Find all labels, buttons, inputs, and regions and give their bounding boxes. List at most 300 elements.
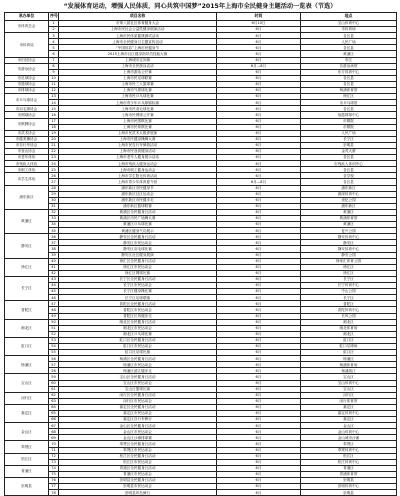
cell-org: 金山区: [5, 423, 49, 441]
cell-no: 77: [49, 484, 59, 490]
cell-time: 6月: [217, 447, 301, 453]
cell-name: 青浦区市民运动会: [59, 471, 217, 477]
cell-org: 市登山协会: [5, 148, 49, 154]
cell-time: 6月: [217, 130, 301, 136]
cell-name: 杨浦区全民健身日活动: [59, 356, 217, 362]
cell-name: 虹口区足球比赛: [59, 350, 217, 356]
cell-place: 金山体育中心: [301, 429, 397, 435]
cell-name: 长宁区全民健身日活动: [59, 276, 217, 282]
cell-time: 6月: [217, 203, 301, 209]
cell-name: 虹口区全民健身日活动: [59, 337, 217, 343]
cell-time: 6月: [217, 453, 301, 459]
cell-no: 3: [49, 33, 59, 39]
cell-place: 虹口区: [301, 337, 397, 343]
cell-name: 上海市民网球公开赛: [59, 112, 217, 118]
cell-place: 嘉定体育中心: [301, 411, 397, 417]
cell-name: 嘉定区市民运动会: [59, 411, 217, 417]
cell-no: 27: [49, 179, 59, 185]
cell-time: 6月: [217, 246, 301, 252]
cell-name: 嘉定区全民健身日活动: [59, 404, 217, 410]
cell-name: 奉贤区全民健身日活动: [59, 441, 217, 447]
cell-place: 各学校: [301, 173, 397, 179]
cell-no: 31: [49, 203, 59, 209]
cell-place: 徐汇区: [301, 270, 397, 276]
cell-name: 金山区沙滩排球赛: [59, 435, 217, 441]
cell-name: 杨浦区市民运动会: [59, 362, 217, 368]
cell-place: 各区县: [301, 81, 397, 87]
cell-time: 6月: [217, 337, 301, 343]
header-org: 承办单位: [5, 13, 49, 21]
cell-place: 各区县: [301, 45, 397, 51]
cell-place: 各区县: [301, 179, 397, 185]
cell-org: 松江区: [5, 453, 49, 465]
cell-place: 奉贤体育中心: [301, 447, 397, 453]
cell-org: 市篮球协会: [5, 81, 49, 87]
cell-time: 6月: [217, 100, 301, 106]
cell-place: 杨浦区: [301, 356, 397, 362]
cell-no: 43: [49, 276, 59, 282]
cell-time: 6月: [217, 398, 301, 404]
cell-name: 2015上海市社区健身指导员技能大赛: [59, 51, 217, 57]
cell-time: 6月: [217, 112, 301, 118]
cell-name: 上海市老年人健身展示活动: [59, 155, 217, 161]
cell-time: 6月: [217, 404, 301, 410]
cell-place: 松江体育中心: [301, 459, 397, 465]
cell-no: 4: [49, 39, 59, 45]
cell-name: 上海市民体质健康测试活动: [59, 33, 217, 39]
events-table: [4, 12, 397, 496]
cell-place: 宝山体育中心: [301, 21, 397, 27]
cell-name: 上海城市定向赛: [59, 57, 217, 63]
header-name: 项目名称: [59, 13, 217, 21]
cell-time: 6月: [217, 88, 301, 94]
cell-place: 长宁区: [301, 295, 397, 301]
cell-time: 6月: [217, 325, 301, 331]
cell-org: 市职工体协: [5, 167, 49, 173]
cell-no: 28: [49, 185, 59, 191]
cell-time: 6月: [217, 471, 301, 477]
cell-place: 长宁体育中心: [301, 283, 397, 289]
cell-time: 6月: [217, 386, 301, 392]
cell-no: 63: [49, 398, 59, 404]
cell-no: 41: [49, 264, 59, 270]
cell-no: 76: [49, 478, 59, 484]
cell-no: 60: [49, 380, 59, 386]
cell-no: 26: [49, 173, 59, 179]
cell-name: 上海市民自行车骑游活动: [59, 142, 217, 148]
cell-place: 中山公园: [301, 289, 397, 295]
cell-time: 6月: [217, 374, 301, 380]
cell-no: 11: [49, 81, 59, 87]
cell-no: 14: [49, 100, 59, 106]
cell-name: 杨浦区滨江健步走: [59, 368, 217, 374]
cell-time: 6月: [217, 258, 301, 264]
cell-name: 长宁区市民运动会: [59, 283, 217, 289]
cell-no: 35: [49, 228, 59, 234]
cell-time: 6月: [217, 283, 301, 289]
cell-place: 静安体育中心: [301, 234, 397, 240]
cell-place: 各区县: [301, 33, 397, 39]
cell-org: 青浦区: [5, 465, 49, 477]
cell-no: 39: [49, 252, 59, 258]
cell-place: 各区县: [301, 75, 397, 81]
cell-org: 市自行车协会: [5, 142, 49, 148]
cell-place: 各游泳场馆: [301, 63, 397, 69]
cell-no: 40: [49, 258, 59, 264]
cell-time: 6月: [217, 441, 301, 447]
cell-name: 上海市青少年乒乓球锦标赛: [59, 100, 217, 106]
cell-name: 闸北区乒乓球比赛: [59, 331, 217, 337]
cell-no: 38: [49, 246, 59, 252]
cell-time: 6月: [217, 106, 301, 112]
cell-no: 10: [49, 75, 59, 81]
cell-name: 长宁区足球联赛: [59, 295, 217, 301]
cell-no: 42: [49, 270, 59, 276]
cell-name: 黄浦区市民广场舞大赛: [59, 216, 217, 222]
cell-time: 6月: [217, 490, 301, 496]
cell-name: 嘉定区自行车骑行: [59, 417, 217, 423]
cell-org: 徐汇区: [5, 258, 49, 276]
cell-name: 上海市民羽毛球比赛: [59, 106, 217, 112]
cell-no: 22: [49, 148, 59, 154]
cell-time: 6月: [217, 319, 301, 325]
cell-no: 57: [49, 362, 59, 368]
cell-name: 徐汇区网球比赛: [59, 270, 217, 276]
cell-place: 市体育场: [301, 27, 397, 33]
cell-name: 静安区全民健身日活动: [59, 234, 217, 240]
cell-time: 6月: [217, 368, 301, 374]
cell-org: 市老年体协: [5, 155, 49, 161]
cell-no: 46: [49, 295, 59, 301]
cell-time: 6月: [217, 234, 301, 240]
cell-name: 闵行区全民健身日活动: [59, 392, 217, 398]
cell-name: 普陀区全民健身日活动: [59, 301, 217, 307]
cell-no: 54: [49, 343, 59, 349]
cell-name: 静安区羽毛球比赛: [59, 246, 217, 252]
cell-time: 6月: [217, 392, 301, 398]
cell-no: 72: [49, 453, 59, 459]
cell-place: 市乒乓球馆: [301, 100, 397, 106]
cell-time: 6月: [217, 216, 301, 222]
cell-time: 6月: [217, 313, 301, 319]
cell-no: 21: [49, 142, 59, 148]
cell-place: 黄浦体育馆: [301, 216, 397, 222]
cell-name: 上海市民象棋比赛: [59, 124, 217, 130]
cell-place: 复兴公园: [301, 228, 397, 234]
cell-org: 杨浦区: [5, 356, 49, 374]
cell-time: 6月: [217, 380, 301, 386]
cell-name: 黄浦区全民健身日活动: [59, 209, 217, 215]
cell-org: 长宁区: [5, 276, 49, 300]
cell-org: 市残疾人体协: [5, 161, 49, 167]
cell-place: 嘉定区: [301, 417, 397, 423]
cell-no: 65: [49, 411, 59, 417]
cell-name: 上海市民足球联赛: [59, 75, 217, 81]
cell-time: 6月: [217, 350, 301, 356]
cell-org: 黄浦区: [5, 209, 49, 233]
cell-name: 闸北区市民运动会: [59, 325, 217, 331]
cell-time: 6月: [217, 148, 301, 154]
cell-place: 普陀体育中心: [301, 307, 397, 313]
cell-place: 杨浦体育馆: [301, 88, 397, 94]
cell-no: 33: [49, 216, 59, 222]
cell-name: 普陀区长风健步走: [59, 313, 217, 319]
cell-place: 崇明体育中心: [301, 484, 397, 490]
cell-no: 58: [49, 368, 59, 374]
cell-org: 市足球协会: [5, 75, 49, 81]
cell-no: 6: [49, 51, 59, 57]
cell-no: 25: [49, 167, 59, 173]
cell-name: 普陀区市民运动会: [59, 307, 217, 313]
cell-time: 6月: [217, 69, 301, 75]
cell-name: 崇明县市民运动会: [59, 484, 217, 490]
cell-time: 6月: [217, 331, 301, 337]
cell-time: 6月: [217, 343, 301, 349]
cell-time: 6月: [217, 417, 301, 423]
cell-place: 松江区: [301, 453, 397, 459]
cell-name: 上海市民社会公益性健身展演活动: [59, 27, 217, 33]
cell-name: 上海市全民游泳活动: [59, 63, 217, 69]
header-no: 序号: [49, 13, 59, 21]
cell-name: 长宁区健身操比赛: [59, 289, 217, 295]
cell-place: 长宁区: [301, 136, 397, 142]
cell-time: 6月: [217, 484, 301, 490]
cell-place: 人民广场: [301, 130, 397, 136]
cell-name: 徐汇区全民健身日活动: [59, 258, 217, 264]
header-time: 时间: [217, 13, 301, 21]
cell-time: 6月: [217, 362, 301, 368]
cell-no: 51: [49, 325, 59, 331]
header-place: 地点: [301, 13, 397, 21]
cell-place: 黄浦区: [301, 222, 397, 228]
cell-no: 7: [49, 57, 59, 63]
cell-time: 6月: [217, 209, 301, 215]
cell-place: 金茂大厦: [301, 148, 397, 154]
cell-place: 各区县: [301, 106, 397, 112]
cell-org: 闵行区: [5, 392, 49, 404]
cell-time: 6月: [217, 51, 301, 57]
cell-place: 青浦体育馆: [301, 471, 397, 477]
cell-time: 6月: [217, 173, 301, 179]
cell-time: 6月: [217, 411, 301, 417]
cell-no: 56: [49, 356, 59, 362]
cell-time: 6月: [217, 465, 301, 471]
cell-time: 6月—8月: [217, 63, 301, 69]
cell-name: 黄浦区健身气功展示: [59, 228, 217, 234]
table-body: [5, 21, 397, 496]
cell-place: 虹口足球场: [301, 343, 397, 349]
cell-no: 47: [49, 301, 59, 307]
cell-place: 闵行区: [301, 392, 397, 398]
cell-place: 徐汇区: [301, 94, 397, 100]
cell-org: 市网球协会: [5, 112, 49, 118]
cell-name: 上海市游泳公开赛: [59, 69, 217, 75]
cell-no: 66: [49, 417, 59, 423]
cell-time: 6月: [217, 459, 301, 465]
cell-place: 杨浦体育场: [301, 362, 397, 368]
cell-no: 61: [49, 386, 59, 392]
cell-place: 崇明县: [301, 142, 397, 148]
cell-time: 6月: [217, 142, 301, 148]
cell-name: 青浦区全民健身日活动: [59, 465, 217, 471]
cell-place: 浦东新区: [301, 203, 397, 209]
cell-name: 金山区市民运动会: [59, 429, 217, 435]
cell-name: 闵行区市民运动会: [59, 398, 217, 404]
cell-no: 30: [49, 197, 59, 203]
cell-place: 奉贤区: [301, 441, 397, 447]
cell-org: 市田径协会: [5, 57, 49, 63]
cell-time: 6月: [217, 27, 301, 33]
cell-time: 6月: [217, 81, 301, 87]
cell-org: 市羽毛球协会: [5, 106, 49, 112]
cell-place: 长宁区: [301, 276, 397, 282]
cell-name: 上海市民健身操舞大赛: [59, 136, 217, 142]
cell-no: 34: [49, 222, 59, 228]
cell-time: 6月: [217, 264, 301, 270]
cell-time: 6月: [217, 435, 301, 441]
cell-name: 奉贤区市民运动会: [59, 447, 217, 453]
cell-no: 78: [49, 490, 59, 496]
cell-name: 闸北区全民健身日活动: [59, 319, 217, 325]
cell-no: 59: [49, 374, 59, 380]
cell-time: 6月10日: [217, 21, 301, 27]
cell-org: 市体育局: [5, 33, 49, 57]
cell-no: 70: [49, 441, 59, 447]
cell-time: 6月: [217, 167, 301, 173]
cell-place: 黄浦区: [301, 209, 397, 215]
cell-time: 6月: [217, 356, 301, 362]
cell-no: 71: [49, 447, 59, 453]
cell-name: 上海市学生阳光体育活动: [59, 173, 217, 179]
cell-time: 6月: [217, 75, 301, 81]
cell-place: 闸北区: [301, 331, 397, 337]
cell-name: 松江区全民健身日活动: [59, 453, 217, 459]
cell-no: 74: [49, 465, 59, 471]
cell-org: 嘉定区: [5, 404, 49, 422]
cell-name: 浦东新区市民健身节: [59, 185, 217, 191]
cell-place: 闸北区: [301, 319, 397, 325]
cell-time: 6月: [217, 270, 301, 276]
cell-time: 6月: [217, 33, 301, 39]
cell-no: 9: [49, 69, 59, 75]
cell-org: 市体育总会: [5, 21, 49, 33]
cell-org: 市健美操协会: [5, 136, 49, 142]
cell-no: 67: [49, 423, 59, 429]
cell-name: 浦东新区社区运动会: [59, 191, 217, 197]
cell-no: 68: [49, 429, 59, 435]
cell-time: 6月: [217, 252, 301, 258]
cell-place: 各区县: [301, 167, 397, 173]
cell-no: 52: [49, 331, 59, 337]
cell-no: 23: [49, 155, 59, 161]
cell-place: 静安区: [301, 240, 397, 246]
cell-place: 徐汇区: [301, 264, 397, 270]
cell-time: 6月—8月: [217, 179, 301, 185]
cell-org: 宝山区: [5, 374, 49, 392]
cell-no: 17: [49, 118, 59, 124]
cell-no: 18: [49, 124, 59, 130]
cell-name: 市第八届社区体育健身大会: [59, 21, 217, 27]
cell-time: 6月: [217, 124, 301, 130]
cell-no: 1: [49, 21, 59, 27]
cell-time: 6月: [217, 94, 301, 100]
cell-place: 普陀区: [301, 301, 397, 307]
cell-name: 浦东新区篮球联赛: [59, 203, 217, 209]
cell-no: 24: [49, 161, 59, 167]
cell-no: 50: [49, 319, 59, 325]
cell-org: 闸北区: [5, 319, 49, 337]
cell-no: 37: [49, 240, 59, 246]
cell-org: 奉贤区: [5, 441, 49, 453]
cell-name: 宝山区全民健身日活动: [59, 374, 217, 380]
cell-name: 宝山区篮球比赛: [59, 386, 217, 392]
cell-name: 浦东新区市民健步走: [59, 197, 217, 203]
cell-place: 市棋院: [301, 118, 397, 124]
cell-name: 上海市民乒乓球比赛: [59, 94, 217, 100]
cell-no: 69: [49, 435, 59, 441]
cell-org: 市棋牌协会: [5, 118, 49, 130]
cell-place: 静安体育中心: [301, 246, 397, 252]
cell-time: 6月: [217, 185, 301, 191]
cell-place: 静安公园: [301, 252, 397, 258]
cell-place: 宝山体育中心: [301, 380, 397, 386]
cell-org: 市游泳协会: [5, 63, 49, 75]
cell-time: 6月: [217, 423, 301, 429]
cell-time: 6月: [217, 197, 301, 203]
cell-org: 浦东新区: [5, 185, 49, 209]
cell-no: 36: [49, 234, 59, 240]
cell-place: 闸北体育场: [301, 325, 397, 331]
cell-name: 上海市职工健身运动会: [59, 167, 217, 173]
cell-name: 崇明县环岛骑行: [59, 490, 217, 496]
cell-name: 黄浦区乒乓球比赛: [59, 222, 217, 228]
cell-no: 8: [49, 63, 59, 69]
cell-no: 19: [49, 130, 59, 136]
cell-no: 75: [49, 471, 59, 477]
cell-name: 虹口区市民运动会: [59, 343, 217, 349]
cell-org: 市学生体协: [5, 173, 49, 185]
cell-time: 6月: [217, 276, 301, 282]
cell-place: 源深体育中心: [301, 191, 397, 197]
cell-time: 6月: [217, 240, 301, 246]
cell-time: 6月: [217, 301, 301, 307]
cell-time: 6月: [217, 429, 301, 435]
cell-place: 浦东新区: [301, 185, 397, 191]
document-title: “发展体育运动，增强人民体质，同心共筑中国梦”2015年上海市全民健身主题活动一览表（节选）: [63, 3, 337, 10]
cell-no: 45: [49, 289, 59, 295]
cell-name: 上海市残疾人健身运动会: [59, 161, 217, 167]
cell-place: 金山城市沙滩: [301, 435, 397, 441]
cell-name: 上海市气排球比赛: [59, 88, 217, 94]
cell-time: 6月: [217, 289, 301, 295]
cell-name: 松江区市民运动会: [59, 459, 217, 465]
cell-no: 29: [49, 191, 59, 197]
cell-name: 宝山区市民运动会: [59, 380, 217, 386]
cell-no: 5: [49, 45, 59, 51]
cell-place: 杨浦滨江: [301, 368, 397, 374]
cell-place: 徐家汇体育公园: [301, 258, 397, 264]
cell-no: 20: [49, 136, 59, 142]
cell-name: 崇明县全民健身日活动: [59, 478, 217, 484]
cell-time: 6月: [217, 295, 301, 301]
cell-time: 6月: [217, 161, 301, 167]
cell-place: 嘉定区: [301, 404, 397, 410]
cell-no: 73: [49, 459, 59, 465]
cell-no: 44: [49, 283, 59, 289]
cell-name: 静安区市民运动会: [59, 240, 217, 246]
cell-org: 市武术协会: [5, 130, 49, 136]
table-header-row: [5, 13, 397, 21]
